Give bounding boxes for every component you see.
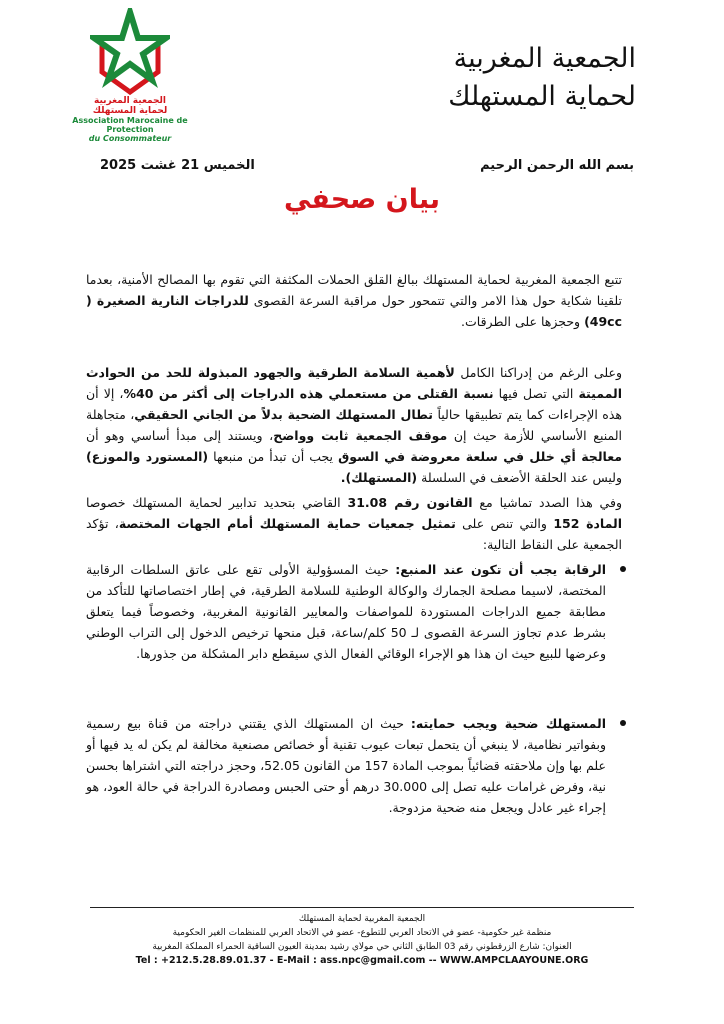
p3-bold-f: تمثيل جمعيات حماية المستهلك أمام الجهات المختصة <box>118 516 456 531</box>
logo-french-line-2: du Consommateur <box>88 134 172 143</box>
p2-text-g: ، متجاهلة المنبع الأساسي للأزمة حيث إن <box>86 407 622 443</box>
bullet-1-text: حيث المسؤولية الأولى تقع على عاتق السلطات الرقابية المختصة، لاسيما مصلحة الجمارك والوكالة الوطنية للسلامة الطرقية، في إطار اختصاصاتها للتأكد من مطابقة جميع الدراجات المستوردة للمواصفات والمعايير القانونية المغربية، وخصوصاً فيما يتعلق بشرط عدم تجاوز السرعة القصوى لـ 50 كلم/ساعة، قبل منحها ترخيص الدخول إلى التراب الوطني وعرضها للبيع حيث ان هذا هو الإجراء الوقائي الفعال الذي سيقطع دابر المشكلة من جذورها. <box>86 562 606 661</box>
footer-address: العنوان: شارع الزرقطوني رقم 03 الطابق الثاني حي مولاي رشيد بمدينة العيون الساقية الحمراء المملكة المغربية <box>152 942 572 952</box>
list-item <box>86 713 606 818</box>
star-emblem-icon <box>90 8 170 96</box>
p2-bold-f: تطال المستهلك الضحية بدلاً من الجاني الحقيقي <box>134 407 433 422</box>
organization-title-line-2: لحماية المستهلك <box>448 81 636 112</box>
p2-text-m: وليس عند الحلقة الأضعف في السلسلة <box>417 470 622 485</box>
bullet-1-heading: الرقابة يجب أن تكون عند المنبع: <box>395 562 606 577</box>
basmala: بسم الله الرحمن الرحيم <box>480 158 634 173</box>
paragraph-position <box>86 362 622 488</box>
paragraph-intro <box>86 269 622 332</box>
p2-text-i: ، ويستند إلى مبدأ أساسي وهو أن <box>86 428 274 443</box>
paragraph-intro-end: وحجزها على الطرقات. <box>461 314 585 329</box>
logo-arabic-line-2: لحماية المستهلك <box>92 106 168 116</box>
organization-title-line-1: الجمعية المغربية <box>453 43 636 74</box>
footer-divider <box>90 907 634 908</box>
association-logo <box>60 8 200 143</box>
paragraph-intro-text: تتبع الجمعية المغربية لحماية المستهلك ببالغ القلق الحملات المكثفة التي تقوم بها المصالح الأمنية، بعدما تلقينا شكاية حول هذا الامر والتي تتمحور حول مراقبة السرعة القصوى <box>86 272 622 308</box>
p2-text-c: التي تصل فيها <box>493 386 579 401</box>
p2-text-e: ، إلا أن هذه الإجراءات كما يتم تطبيقها حالياً <box>86 386 622 422</box>
logo-french-line-1: Association Marocaine de Protection <box>72 116 188 134</box>
footer-org-description: منظمة غير حكومية- عضو في الاتحاد العربي للتطوع- عضو في الاتحاد العربي للمنظمات الغير الحكومية <box>172 928 552 938</box>
p3-bold-d: المادة 152 <box>553 516 622 531</box>
p3-text-a: وفي هذا الصدد تماشيا مع <box>472 495 622 510</box>
document-date: الخميس 21 غشت 2025 <box>100 158 255 173</box>
document-title: بيان صحفي <box>283 184 441 215</box>
list-item <box>86 559 606 664</box>
bullet-icon <box>620 566 626 572</box>
footer-contact: Tel : +212.5.28.89.01.37 - E-Mail : ass.npc@gmail.com -- WWW.AMPCLAAYOUNE.ORG <box>135 955 589 966</box>
bullet-2-text: حيث ان المستهلك الذي يقتني دراجته من قناة بيع رسمية وبفواتير نظامية، لا ينبغي أن يتحمل تبعات عيوب تقنية أو خصائص مصنعية مخالفة لم يكن له يد فيها أو علم بها وإن ملاحقته قضائياً بموجب المادة 157 من القانون 52.05، وحجز دراجته التي اشتراها بحسن نية، وفرض غرامات عليه تصل إلى 30.000 درهم أو حتى الحبس ومصادرة الدراجة في حالة العود، هو إجراء غير عادل ويجعل منه ضحية مزدوجة. <box>86 716 606 815</box>
p2-bold-j: معالجة أي خلل في سلعة معروضة في السوق <box>338 449 622 464</box>
p2-bold-n: (المستهلك). <box>340 470 418 485</box>
paragraph-legal-basis <box>86 492 622 555</box>
p3-text-e: والتي تنص على <box>455 516 554 531</box>
organization-title <box>448 40 636 116</box>
bullet-2-heading: المستهلك ضحية ويجب حمايته: <box>410 716 607 731</box>
p3-text-g: ، تؤكد الجمعية على النقاط التالية: <box>86 516 622 552</box>
p2-bold-h: موقف الجمعية ثابت وواضح <box>273 428 448 443</box>
footer <box>80 912 644 968</box>
p3-text-c: القاضي بتحديد تدابير لحماية المستهلك خصوصا <box>86 495 348 510</box>
p2-bold-b: لأهمية السلامة الطرقية والجهود المبذولة للحد من الحوادث المميتة <box>86 365 622 401</box>
p3-bold-b: القانون رقم 31.08 <box>347 495 473 510</box>
bullet-icon <box>620 720 626 726</box>
paragraph-intro-bold: للدراجات النارية الصغيرة ( 49cc) <box>86 293 622 329</box>
footer-org-name: الجمعية المغربية لحماية المستهلك <box>298 914 426 924</box>
p2-bold-l: (المستورد والموزع) <box>86 449 209 464</box>
p2-text-a: وعلى الرغم من إدراكنا الكامل <box>454 365 622 380</box>
p2-bold-d: نسبة القتلى من مستعملي هذه الدراجات إلى أكثر من 40% <box>123 386 494 401</box>
p2-text-k: يجب أن تبدأ من منبعها <box>208 449 339 464</box>
logo-arabic-line-1: الجمعية المغربية <box>93 96 167 106</box>
